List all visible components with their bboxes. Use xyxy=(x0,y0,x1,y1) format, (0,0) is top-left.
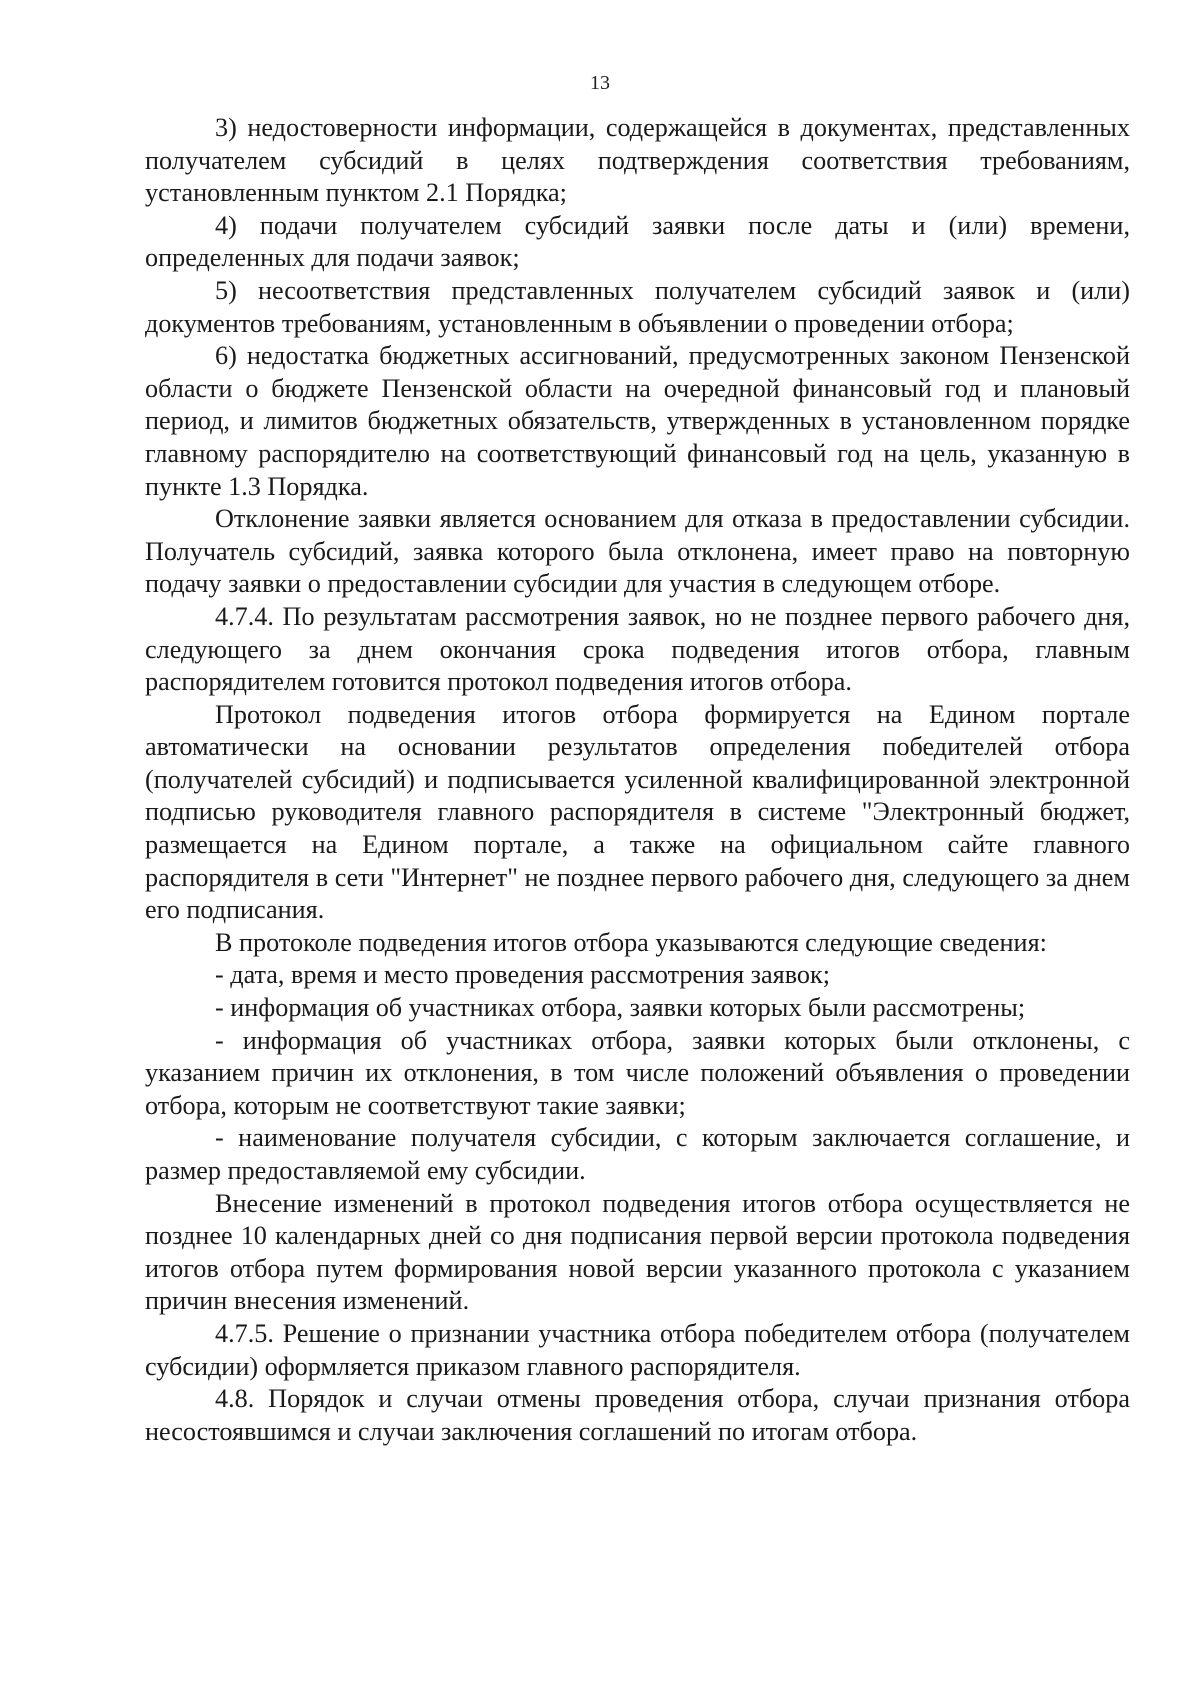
list-item-recipient-name: - наименование получателя субсидии, с которым заключается соглашение, и размер предоставляемой ему субсидии. xyxy=(145,1123,1130,1185)
paragraph-item-5-noncompliance: 5) несоответствия представленных получателем субсидий заявок и (или) документов требованиям, установленным в объявлении о проведении отбора; xyxy=(145,275,1130,338)
list-item-rejected-participants: - информация об участниках отбора, заявки которых были отклонены, с указанием причин их отклонения, в том числе положений объявления о проведении отбора, которым не соответствуют такие заявки; xyxy=(145,1025,1130,1120)
document-body xyxy=(145,112,1130,1448)
list-item-reviewed-participants: - информация об участниках отбора, заявки которых были рассмотрены; xyxy=(215,993,1026,1023)
paragraph-4-7-5: 4.7.5. Решение о признании участника отбора победителем отбора (получателем субсидии) оформляется приказом главного распорядителя. xyxy=(145,1318,1130,1381)
paragraph-item-4-late-submission: 4) подачи получателем субсидий заявки после даты и (или) времени, определенных для подачи заявок; xyxy=(145,210,1130,273)
paragraph-protocol-contents-intro: В протоколе подведения итогов отбора указываются следующие сведения: xyxy=(215,927,1047,957)
paragraph-protocol-amendments: Внесение изменений в протокол подведения итогов отбора осуществляется не позднее 10 календарных дней со дня подписания первой версии протокола подведения итогов отбора путем формирования новой версии указанного протокола с указанием причин внесения изменений. xyxy=(145,1188,1130,1316)
paragraph-4-7-4: 4.7.4. По результатам рассмотрения заявок, но не позднее первого рабочего дня, следующего за днем окончания срока подведения итогов отбора, главным распорядителем готовится протокол подведения итогов отбора. xyxy=(145,601,1130,697)
paragraph-rejection-consequence: Отклонение заявки является основанием для отказа в предоставлении субсидии. Получатель субсидий, заявка которого была отклонена, имеет право на повторную подачу заявки о предоставлении субсидии для участия в следующем отборе. xyxy=(145,504,1130,599)
paragraph-item-3-unreliable-info: 3) недостоверности информации, содержащейся в документах, представленных получателем субсидий в целях подтверждения соответствия требованиям, установленным пунктом 2.1 Порядка; xyxy=(145,113,1130,208)
paragraph-4-8: 4.8. Порядок и случаи отмены проведения отбора, случаи признания отбора несостоявшимся и случаи заключения соглашений по итогам отбора. xyxy=(145,1384,1130,1446)
paragraph-protocol-formation: Протокол подведения итогов отбора формируется на Едином портале автоматически на основании результатов определения победителей отбора (получателей субсидий) и подписывается усиленной квалифицированной электронной подписью руководителя главного распорядителя в системе "Электронный бюджет, размещается на Едином портале, а также на официальном сайте главного распорядителя в сети "Интернет" не позднее первого рабочего дня, следующего за днем его подписания. xyxy=(145,699,1130,925)
page-number: 13 xyxy=(590,72,610,94)
list-item-date-time-place: - дата, время и место проведения рассмотрения заявок; xyxy=(215,960,830,990)
paragraph-item-6-insufficient-funds: 6) недостатка бюджетных ассигнований, предусмотренных законом Пензенской области о бюджете Пензенской области на очередной финансовый год и плановый период, и лимитов бюджетных обязательств, утвержденных в установленном порядке главному распорядителю на соответствующий финансовый год на цель, указанную в пункте 1.3 Порядка. xyxy=(145,341,1130,501)
